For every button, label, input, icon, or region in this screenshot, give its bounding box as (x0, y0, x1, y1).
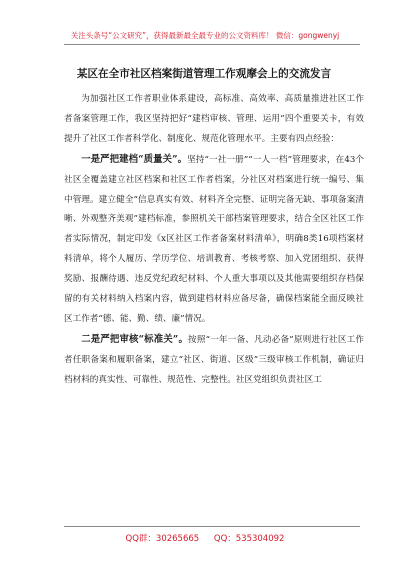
section-text-1: 坚持“一社一册”“一人一档”管理要求，在43个社区全覆盖建立社区档案和社区工作者档案，分社区对档案进行统一编号、集中管理。建立健全“信息真实有效、材料齐全完整、证明完备无缺、事项备案清晰、外观整齐美观”建档标准，参照机关干部档案管理要求，结合全区社区工作者实际情况，制定印发《x区社区工作者备案材料清单》，明确8类16项档案材料清单，将个人履历、学历学位、培训教育、考核考察、加入党团组织、获得奖励、报酬待遇、违反党纪政纪材料、个人重大事项以及其他需要组织存档保留的有关材料纳入档案内容，做到建档材料应备尽备，确保档案能全面反映社区工作者“德、能、勤、绩、廉”情况。 (64, 154, 364, 324)
header-divider (64, 44, 360, 45)
footer-contact (40, 532, 370, 544)
document-title: 某区在全市社区档案街道管理工作观摩会上的交流发言 (76, 68, 332, 80)
footer-qq-group: QQ群：30265665 (125, 534, 200, 544)
section-text-2: 按照“一年一备、凡动必备”原则进行社区工作者任职备案和履职备案，建立“社区、街道、区级”三级审核工作机制，确证归档材料的真实性、可靠性、规范性、完整性。社区党组织负责社区工 (64, 334, 364, 385)
intro-paragraph: 为加强社区工作者职业体系建设，高标准、高效率、高质量推进社区工作者备案管理工作，我区坚持把好“建档审核、管理、运用”四个重要关卡，有效提升了社区工作者科学化、制度化、规范化管理水平。主要有四点经验： (64, 94, 364, 144)
section-lead-1: 一是严把建档“质量关”。 (81, 153, 188, 165)
section-lead-2: 二是严把审核“标准关”。 (81, 333, 189, 345)
section-paragraph-1 (64, 150, 364, 330)
section-paragraph-2 (64, 330, 364, 391)
document-body (64, 90, 364, 391)
header-banner: 关注头条号“公文研究”，获得最新最全最专业的公文资料库！ 微信：gongwenyj (70, 31, 340, 40)
footer-divider (64, 526, 360, 527)
footer-qq: QQ：535304092 (213, 534, 285, 544)
